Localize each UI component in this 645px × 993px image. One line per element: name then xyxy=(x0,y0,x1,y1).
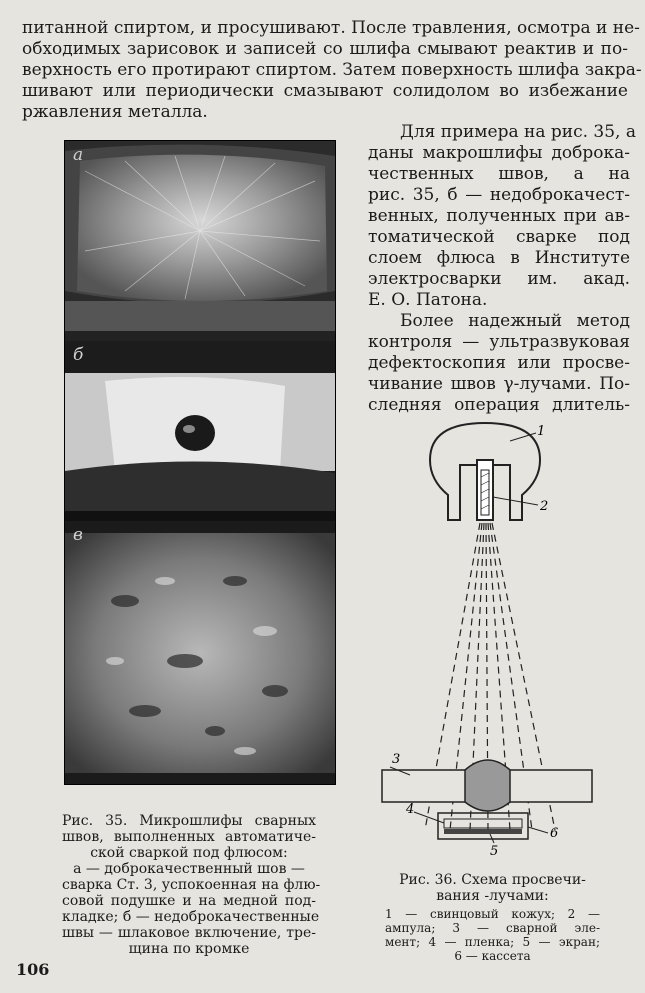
text-line: томатической сварке под xyxy=(368,227,630,247)
text-line: чественных швов, а на xyxy=(368,164,630,184)
text-line: слоем флюса в Институте xyxy=(368,248,630,268)
text-line: контроля — ультразвуковая xyxy=(368,332,630,352)
diagram-label-3: 3 xyxy=(392,752,401,767)
text-line: питанной спиртом, и просушивают. После травления, осмотра и не- xyxy=(22,18,640,38)
legend-line: мент; 4 — пленка; 5 — экран; xyxy=(385,935,600,949)
caption-line: совой подушке и на медной под- xyxy=(62,893,316,909)
diagram-label-5: 5 xyxy=(490,844,499,859)
weld-seam-shape xyxy=(465,760,510,811)
caption-line: кладке; б — недоброкачественные xyxy=(62,909,320,925)
diagram-label-1: 1 xyxy=(537,424,546,439)
legend-line: ампула; 3 — сварной эле- xyxy=(385,921,600,935)
text-line: Для примера на рис. 35, а xyxy=(400,122,636,142)
fig35-macro-photo xyxy=(64,140,336,785)
cassette-shape xyxy=(438,813,528,839)
screen-shape xyxy=(444,829,522,834)
panel-label-a: а xyxy=(73,145,84,165)
text-line: обходимых зарисовок и записей со шлифа смывают реактив и по- xyxy=(22,39,628,59)
caption-line: швы — шлаковое включение, тре- xyxy=(62,925,316,941)
text-line: электросварки им. акад. xyxy=(368,269,630,289)
text-line: ржавления металла. xyxy=(22,102,208,122)
legend-line: 6 — кассета xyxy=(454,949,531,963)
caption-line: Рис. 36. Схема просвечи- xyxy=(399,872,586,888)
caption-line: а — доброкачественный шов — xyxy=(73,861,305,877)
text-line: рис. 35, б — недоброкачест- xyxy=(368,185,630,205)
text-line: даны макрошлифы доброка- xyxy=(368,143,630,163)
fig35-caption xyxy=(62,813,321,957)
text-line: следняя операция длитель- xyxy=(368,395,630,415)
fig36-legend xyxy=(385,907,600,963)
text-line: чивание швов γ-лучами. По- xyxy=(368,374,630,394)
macro-section-b-image xyxy=(65,341,335,511)
legend-line: 1 — свинцовый кожух; 2 — xyxy=(385,907,600,921)
caption-line: швов, выполненных автоматиче- xyxy=(62,829,316,845)
caption-line: ской сваркой под флюсом: xyxy=(90,845,288,861)
photo-panel-b xyxy=(65,341,335,511)
text-line: шивают или периодически смазывают солидолом во избежание xyxy=(22,81,628,101)
diagram-label-2: 2 xyxy=(540,499,549,514)
macro-section-c-image xyxy=(65,521,335,784)
photo-panel-c xyxy=(65,521,335,784)
panel-label-b: б xyxy=(73,345,84,365)
leader-line-2 xyxy=(493,497,538,505)
text-line: Е. О. Патона. xyxy=(368,290,488,310)
panel-label-c: в xyxy=(73,525,83,545)
caption-line: сварка Ст. 3, успокоенная на флю- xyxy=(62,877,321,893)
text-line: Более надежный метод xyxy=(400,311,630,331)
diagram-label-4: 4 xyxy=(406,802,415,817)
text-line: верхность его протирают спиртом. Затем поверхность шлифа закра- xyxy=(22,60,642,80)
caption-line: щина по кромке xyxy=(128,941,250,957)
caption-line: вания -лучами: xyxy=(436,888,549,904)
diagram-label-6: 6 xyxy=(550,826,559,841)
page-number: 106 xyxy=(16,960,50,979)
fig36-diagram xyxy=(370,415,610,865)
text-line: дефектоскопия или просве- xyxy=(368,353,630,373)
text-line: венных, полученных при ав- xyxy=(368,206,630,226)
ampoule-shape xyxy=(477,460,493,520)
caption-line: Рис. 35. Микрошлифы сварных xyxy=(62,813,316,829)
fig36-caption-title xyxy=(385,872,600,904)
